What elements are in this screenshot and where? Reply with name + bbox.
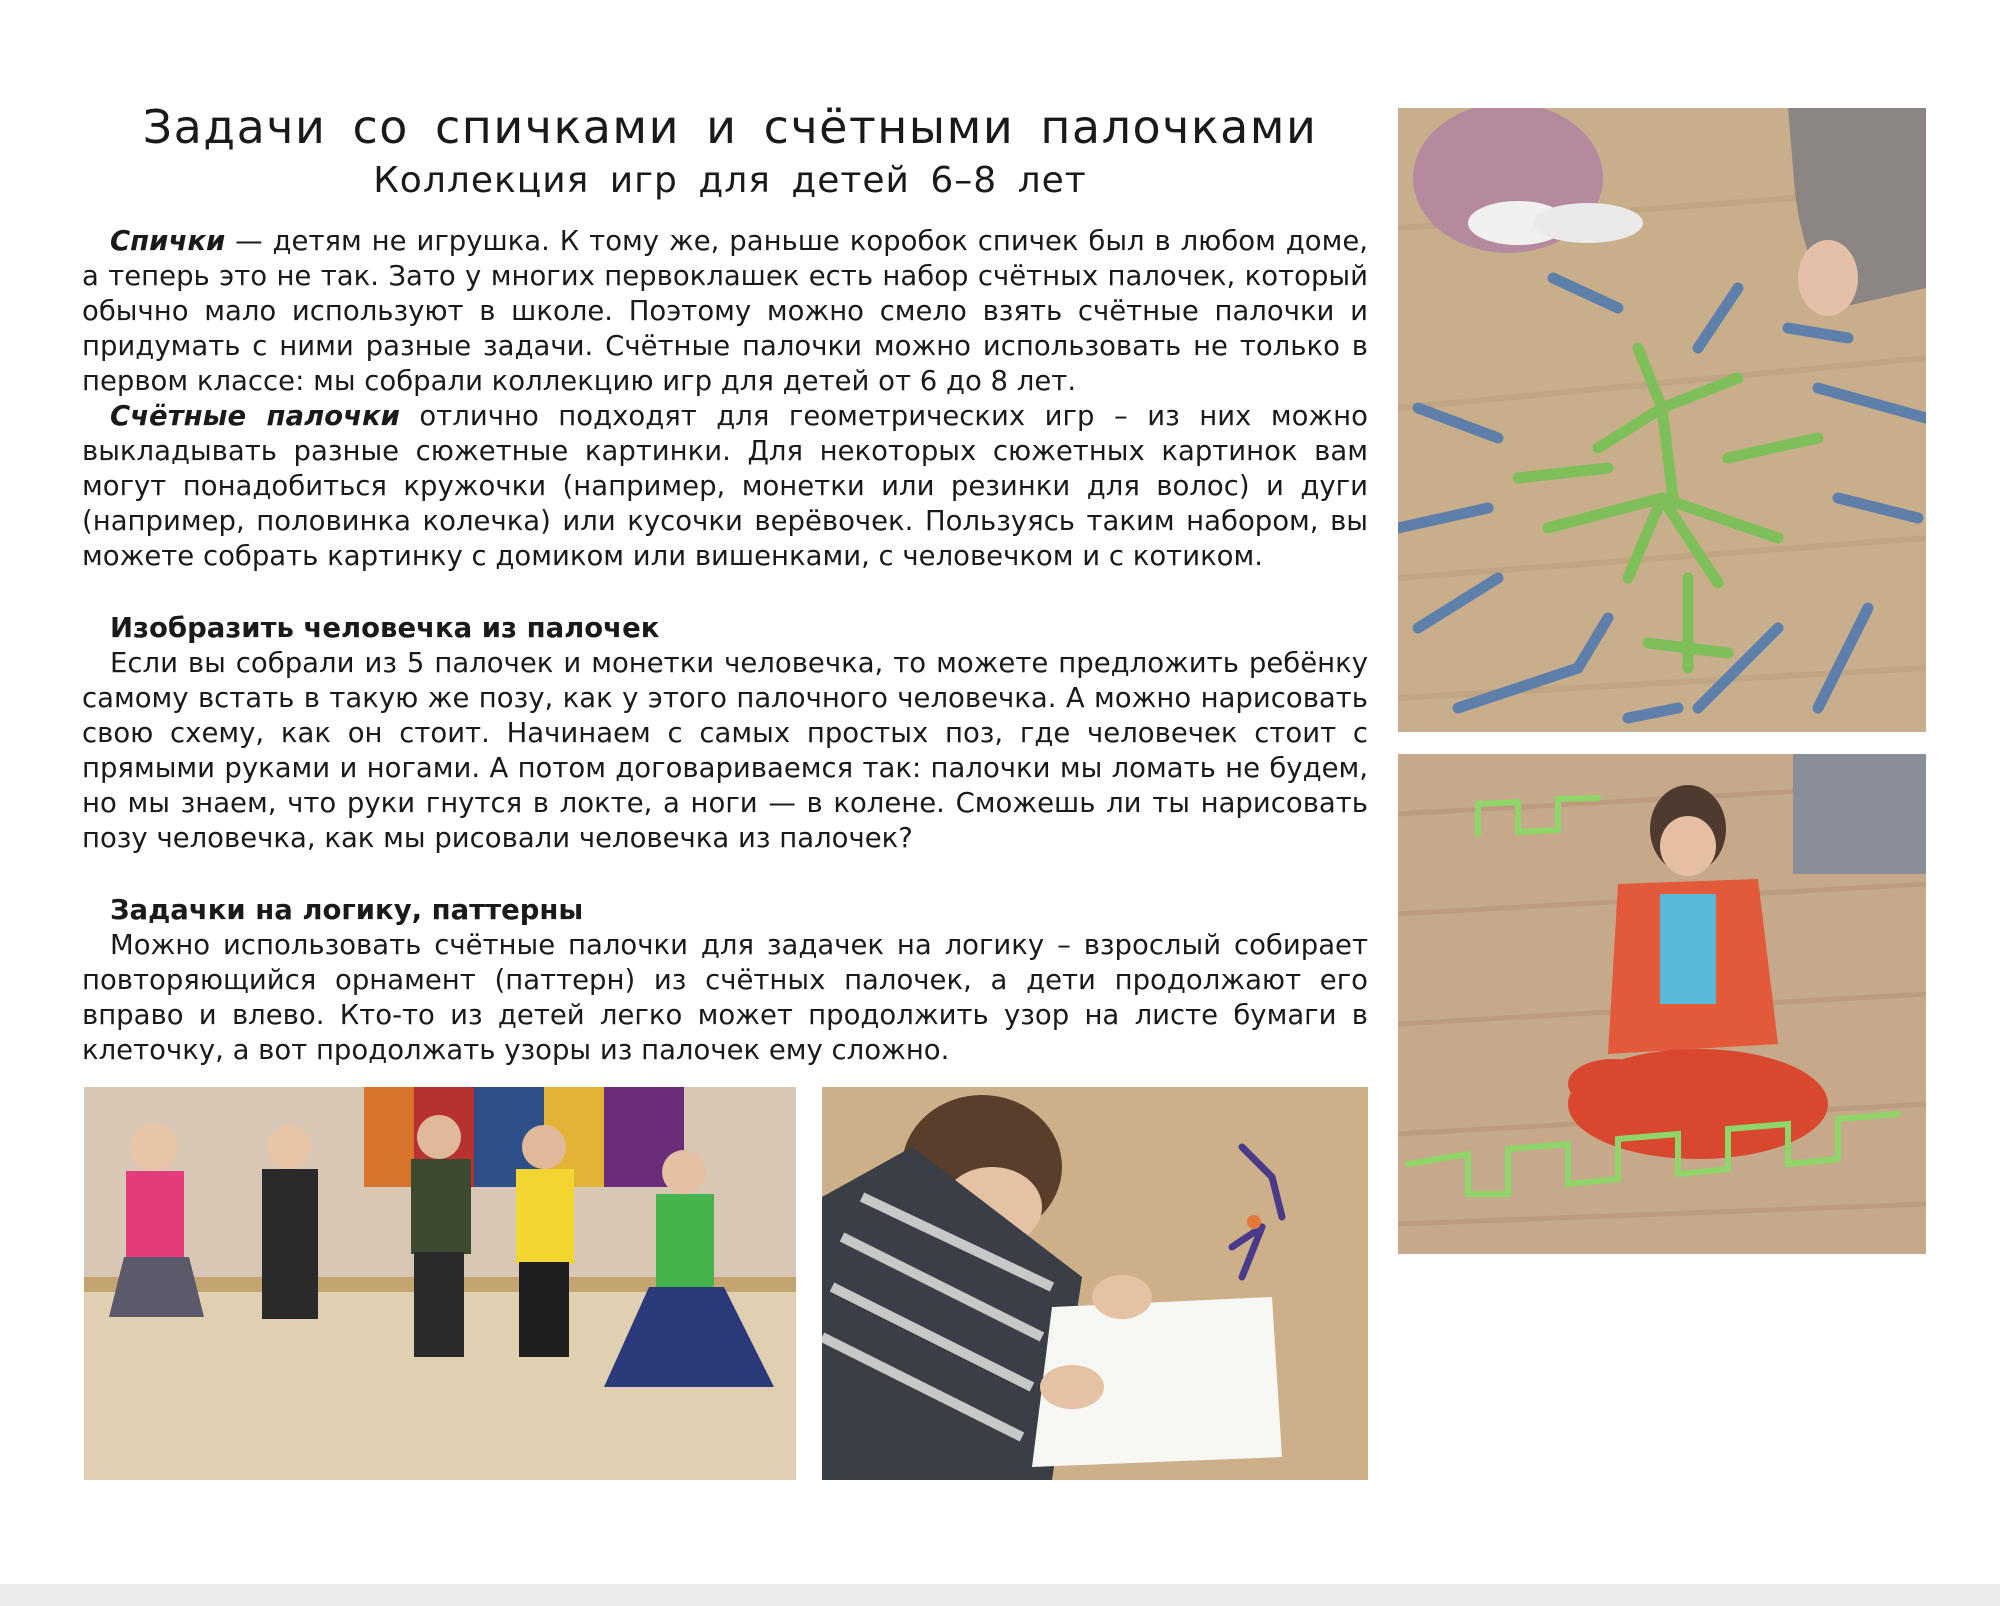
lead-word-counting-sticks: Счётные палочки <box>110 400 400 432</box>
article-text <box>82 224 1368 1068</box>
intro-paragraph-2-text: отлично подходят для геометрических игр – из них можно выкладывать разные сюжетные картинки. Для некоторых сюжетных картинок вам могут понадобиться кружочки (например, монетки или резинки для волос) и дуги (например, половинка колечка) или кусочки верёвочек. Пользуясь таким набором, вы можете собрать картинку с домиком или вишенками, с человечком и с котиком. <box>82 400 1368 572</box>
section-heading-stick-figure: Изобразить человечка из палочек <box>110 612 660 644</box>
section-logic-patterns-text: Можно использовать счётные палочки для задачек на логику – взрослый собирает повторяющийся орнамент (паттерн) из счётных палочек, а дети продолжают его вправо и влево. Кто-то из детей легко может продолжить узор на листе бумаги в клеточку, а вот продолжать узоры из палочек ему сложно. <box>82 929 1368 1066</box>
photo-snowflake-of-sticks <box>1398 108 1926 732</box>
photo-children-posing <box>84 1087 796 1480</box>
photo-boy-with-stick-pattern <box>1398 754 1926 1254</box>
section-heading-logic-patterns: Задачки на логику, паттерны <box>110 894 584 926</box>
lead-word-matches: Спички <box>110 225 226 257</box>
intro-paragraph-1-text: — детям не игрушка. К тому же, раньше коробок спичек был в любом доме, а теперь это не так. Зато у многих первоклашек есть набор счётных палочек, который обычно мало используют в школе. Поэтому можно смело взять счётные палочки и придумать с ними разные задачи. Счётные палочки можно использовать не только в первом классе: мы собрали коллекцию игр для детей от 6 до 8 лет. <box>82 225 1368 397</box>
intro-paragraph-1 <box>82 224 1368 399</box>
section-stick-figure-text: Если вы собрали из 5 палочек и монетки человечка, то можете предложить ребёнку самому встать в такую же позу, как у этого палочного человечка. А можно нарисовать свою схему, как он стоит. Начинаем с самых простых поз, где человечек стоит с прямыми руками и ногами. А потом договариваемся так: палочки мы ломать не будем, но мы знаем, что руки гнутся в локте, а ноги — в колене. Сможешь ли ты нарисовать позу человечка, как мы рисовали человечка из палочек? <box>82 647 1368 854</box>
page-bottom-edge <box>0 1584 2000 1606</box>
page-subtitle: Коллекция игр для детей 6–8 лет <box>373 160 1087 201</box>
photo-boy-drawing <box>822 1087 1368 1480</box>
page-title: Задачи со спичками и счётными палочками <box>142 100 1318 154</box>
page-header <box>80 100 1380 201</box>
intro-paragraph-2 <box>82 399 1368 574</box>
